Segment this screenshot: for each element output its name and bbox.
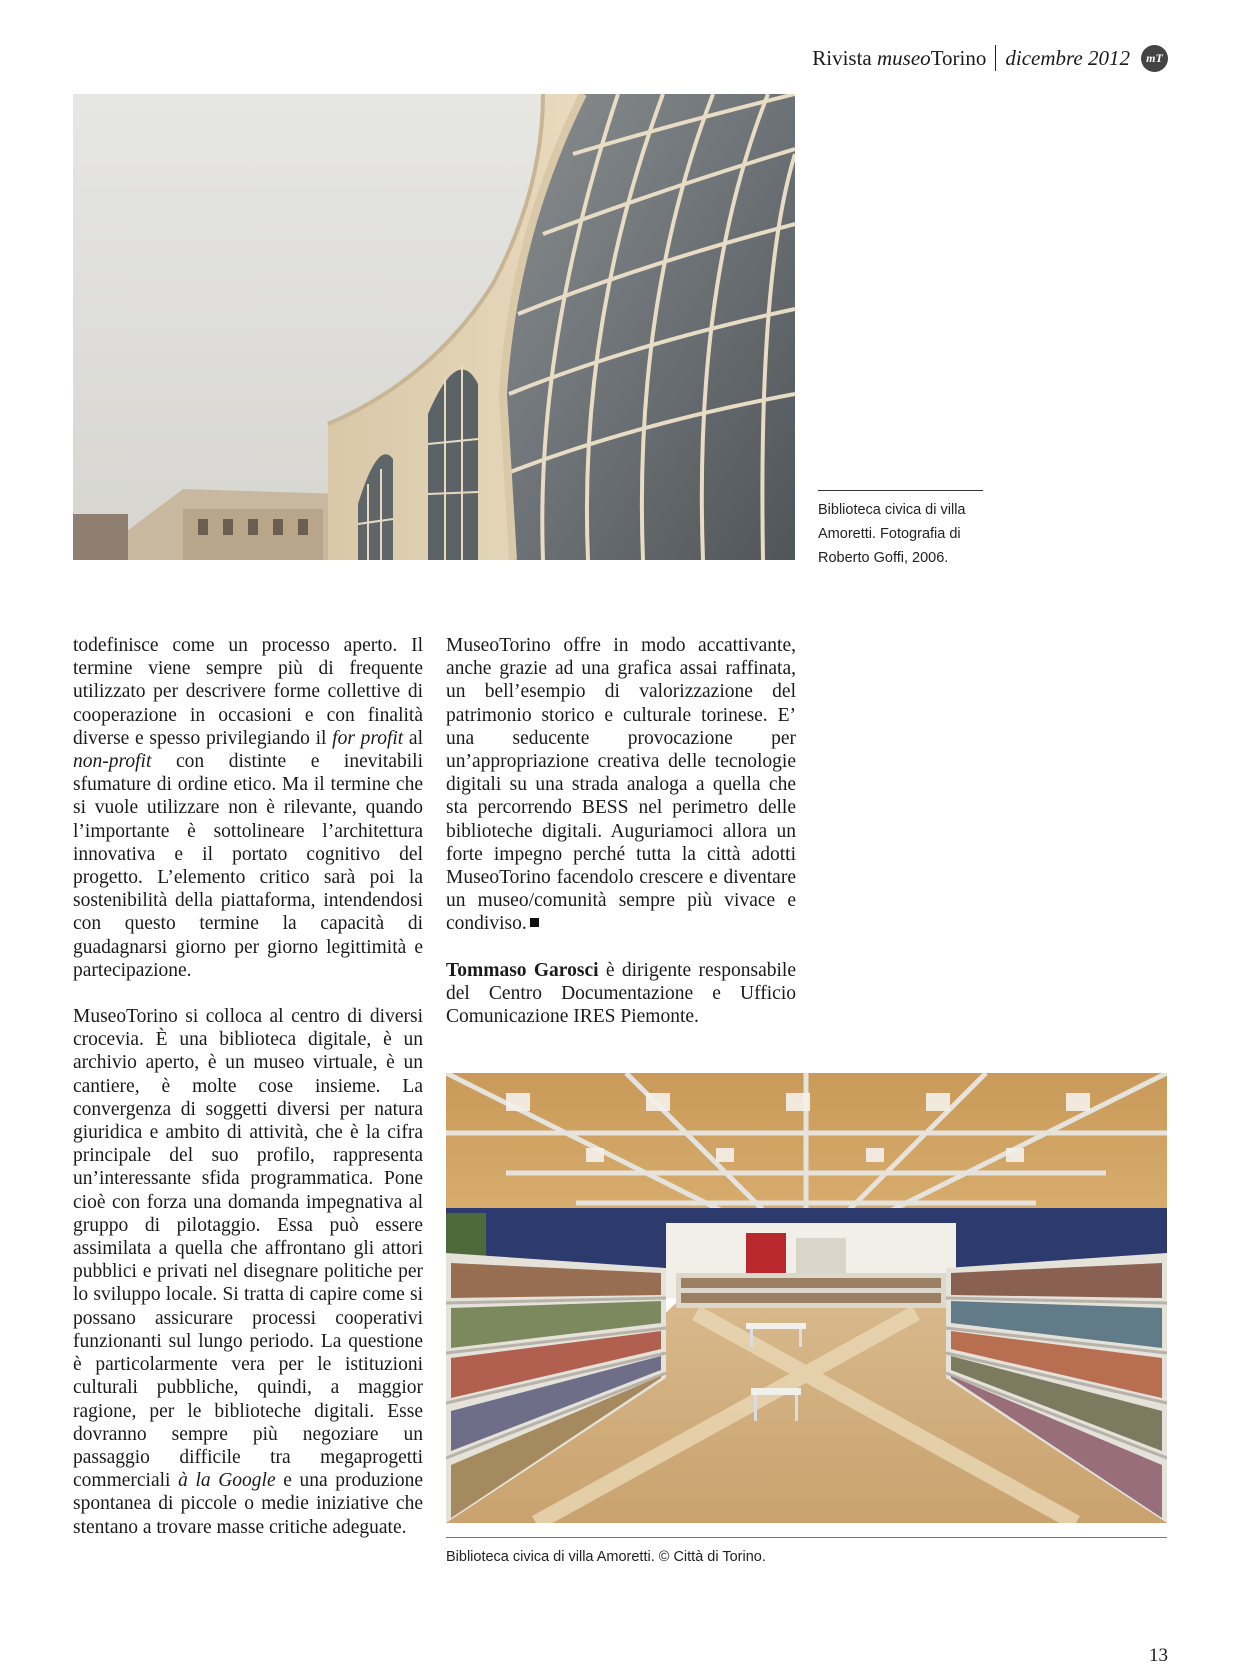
top-photo-caption — [818, 490, 983, 570]
caption-rule — [446, 1537, 1167, 1538]
author-name: Tommaso Garosci — [446, 959, 599, 981]
bottom-photo-caption: Biblioteca civica di villa Amoretti. © Città di Torino. — [446, 1549, 766, 1565]
caption-line: Amoretti. Fotografia di — [818, 526, 961, 542]
header-separator — [995, 45, 996, 71]
paragraph: todefinisce come un processo aperto. Il termine viene sempre più di frequente utilizzato per descrivere forme collettive di cooperazione in occasioni e con finalità diverse e spesso privilegiando il for profit al non-profit con distinte e inevitabili sfumature di ordine etico. Ma il termine che si vuole utilizzare non è rilevante, quando l’importante è sottolineare l’architettura innovativa e il portato cognitivo del progetto. L’elemento critico sarà poi la sostenibilità della piattaforma, intendendosi con questo termine la capacità di guadagnarsi giorno per giorno legittimità e partecipazione. — [73, 635, 423, 981]
left-text-column — [73, 634, 423, 1539]
running-header — [812, 44, 1168, 72]
paragraph: MuseoTorino offre in modo accattivante, anche grazie ad una grafica assai raffinata, un bell’esempio di valorizzazione del patrimonio storico e culturale torinese. E’ una seducente provocazione per un’appropriazione creativa delle tecnologie digitali su una strada analoga a quella che sta percorrendo BESS nel perimetro delle biblioteche digitali. Auguriamoci allora un forte impegno perché tutta la città adotti MuseoTorino facendolo crescere e diventare un museo/comunità sempre più vivace e condiviso. — [446, 635, 796, 935]
publication-name: Rivista museoTorino — [812, 46, 987, 70]
author-note: Tommaso Garosci è dirigente responsabile del Centro Documentazione e Ufficio Comunicazione IRES Piemonte. — [446, 959, 796, 1028]
page-number: 13 — [1149, 1645, 1168, 1666]
right-text-column — [446, 634, 796, 1028]
end-of-article-square-icon — [530, 918, 539, 927]
issue-date: dicembre 2012 — [1005, 46, 1130, 70]
museotorino-logo-icon: mT — [1141, 45, 1168, 72]
library-facade-photo — [73, 94, 795, 560]
caption-line: Roberto Goffi, 2006. — [818, 550, 949, 566]
library-interior-photo — [446, 1073, 1167, 1523]
paragraph: MuseoTorino si colloca al centro di diversi crocevia. È una biblioteca digitale, è un archivio aperto, è un museo virtuale, è un cantiere, è molte cose insieme. La convergenza di soggetti diversi per natura giuridica e ambito di attività, che è la cifra principale del suo profilo, rappresenta un’interessante sfida programmatica. Pone cioè con forza una domanda impegnativa al gruppo di pilotaggio. Essa può essere assimilata a quella che affrontano gli attori pubblici e privati nel disegnare politiche per lo sviluppo locale. Si tratta di capire come si possano assicurare processi cooperativi funzionanti sul lungo periodo. La questione è particolarmente vera per le istituzioni culturali pubbliche, quindi, a maggior ragione, per le biblioteche digitali. Esse dovranno sempre più negoziare un passaggio difficile tra megaprogetti commerciali à la Google e una produzione spontanea di piccole o medie iniziative che stentano a trovare masse critiche adeguate. — [73, 1006, 423, 1538]
caption-line: Biblioteca civica di villa — [818, 502, 966, 518]
